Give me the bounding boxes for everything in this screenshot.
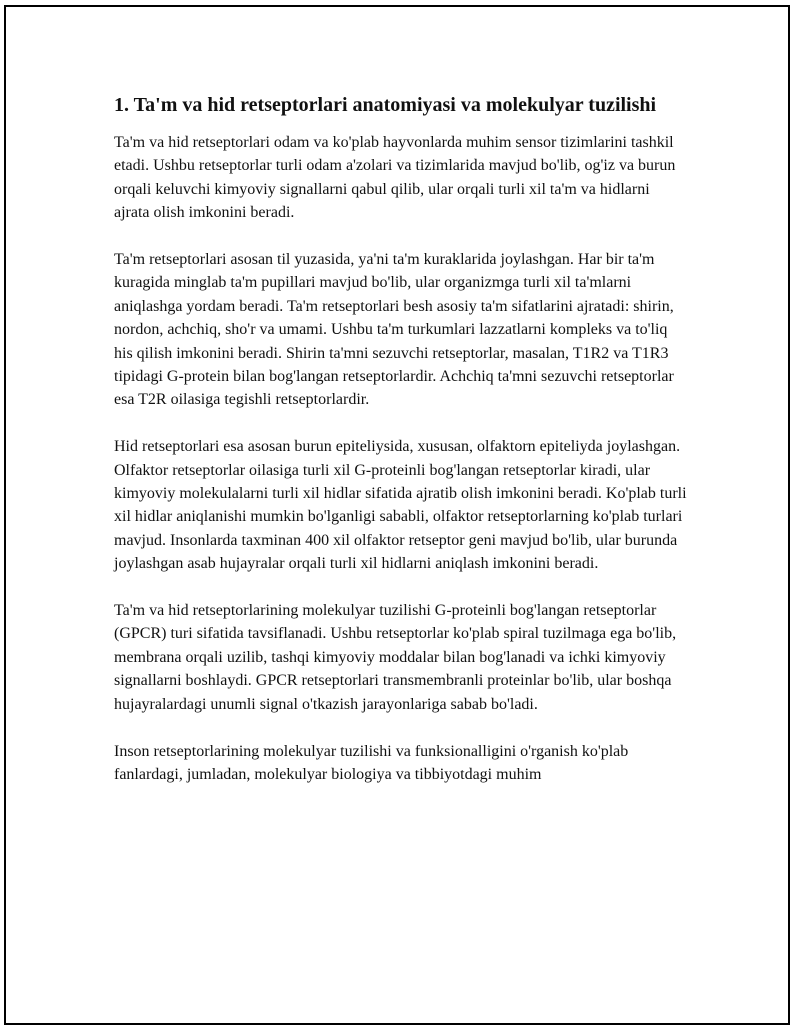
- document-body: [114, 92, 689, 810]
- paragraph-intro: Ta'm va hid retseptorlari odam va ko'plab hayvonlarda muhim sensor tizimlarini tashkil etadi. Ushbu retseptorlar turli odam a'zolari va tizimlarida mavjud bo'lib, og'iz va burun orqali keluvchi kimyoviy signallarni qabul qilib, ular orqali turli xil ta'm va hidlarni ajrata olish imkonini beradi.: [114, 134, 676, 222]
- paragraph-smell-receptors: Hid retseptorlari esa asosan burun epiteliysida, xususan, olfaktorn epiteliyda joylashgan. Olfaktor retseptorlar oilasiga turli xil G-proteinli bog'langan retseptorlar kiradi, ular kimyoviy molekulalarni turli xil hidlar sifatida ajratib olish imkonini beradi. Ko'plab turli xil hidlar aniqlanishi mumkin bo'lganligi sababli, olfaktor retseptorlarning ko'plab turlari mavjud. Insonlarda taxminan 400 xil olfaktor retseptor geni mavjud bo'lib, ular burunda joylashgan asab hujayralar orqali turli xil hidlarni aniqlash imkonini beradi.: [114, 438, 687, 573]
- paragraph-gpcr-structure: Ta'm va hid retseptorlarining molekulyar tuzilishi G-proteinli bog'langan retseptorlar (GPCR) turi sifatida tavsiflanadi. Ushbu retseptorlar ko'plab spiral tuzilmaga ega bo'lib, membrana orqali uzilib, tashqi kimyoviy moddalar bilan bog'lanadi va ichki kimyoviy signallarni boshlaydi. GPCR retseptorlari transmembranli proteinlar bo'lib, ular boshqa hujayralardagi unumli signal o'tkazish jarayonlariga sabab bo'ladi.: [114, 602, 677, 713]
- section-heading: 1. Ta'm va hid retseptorlari anatomiyasi va molekulyar tuzilishi: [114, 94, 657, 116]
- paragraph-taste-receptors: Ta'm retseptorlari asosan til yuzasida, ya'ni ta'm kuraklarida joylashgan. Har bir ta'm kuragida minglab ta'm pupillari mavjud bo'lib, ular organizmga turli xil ta'mlarni aniqlashga yordam beradi. Ta'm retseptorlari besh asosiy ta'm sifatlarini ajratadi: shirin, nordon, achchiq, sho'r va umami. Ushbu ta'm turkumlari lazzatlarni kompleks va to'liq his qilish imkonini beradi. Shirin ta'mni sezuvchi retseptorlar, masalan, T1R2 va T1R3 tipidagi G-protein bilan bog'langan retseptorlardir. Achchiq ta'mni sezuvchi retseptorlar esa T2R oilasiga tegishli retseptorlardir.: [114, 251, 674, 409]
- paragraph-research: Inson retseptorlarining molekulyar tuzilishi va funksionalligini o'rganish ko'plab fanlardagi, jumladan, molekulyar biologiya va tibbiyotdagi muhim: [114, 742, 629, 783]
